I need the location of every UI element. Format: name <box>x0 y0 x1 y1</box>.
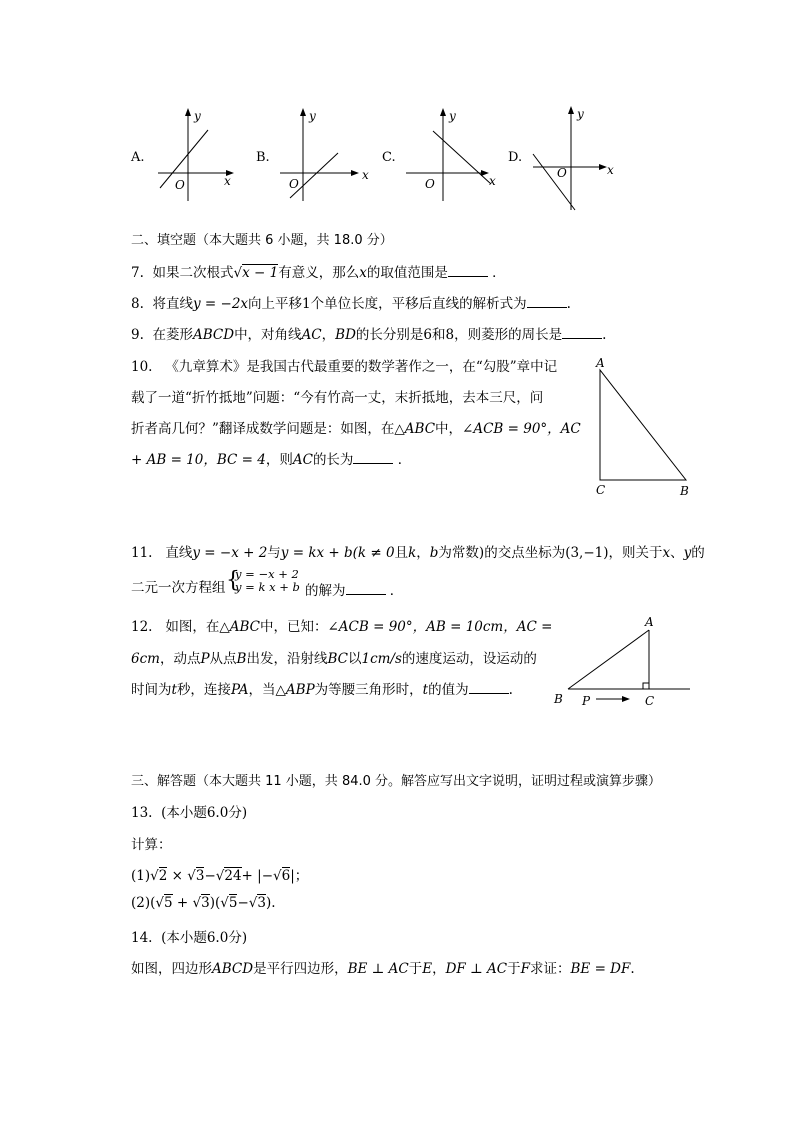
q13-p2-minus: − <box>237 895 249 911</box>
q12-text-2c: 出发，沿射线 <box>246 651 328 667</box>
q13-p1-end: |； <box>290 868 309 884</box>
q10-ac: AC <box>292 452 313 468</box>
q10-angle: ∠ACB = 90°，AC <box>462 421 581 437</box>
q11-text-2: 二元一次方程组 <box>131 580 226 596</box>
q7-post: 的取值范围是 <box>366 265 448 281</box>
q12-pa: PA <box>230 682 249 698</box>
q11-qie: 且 <box>394 545 409 561</box>
option-c-x: x <box>489 174 496 188</box>
q11-post2: ，则关于 <box>608 545 663 561</box>
q12-text-3c: ，当 <box>248 682 276 698</box>
q12-triangle-figure <box>548 612 698 712</box>
option-b-graph <box>275 106 370 206</box>
q12-abp: △ABP <box>275 682 315 698</box>
q11-b: b <box>429 545 439 561</box>
q12-line-2 <box>131 647 537 667</box>
q11-k: k <box>408 545 417 561</box>
q12-end: . <box>508 682 513 698</box>
q8-formula: y = −2x <box>192 296 249 312</box>
q13-p2-mid: )( <box>209 895 221 911</box>
q10-answer-blank[interactable] <box>353 451 393 464</box>
q11-system-eq2: y = k x + b <box>235 580 300 594</box>
q7-number: 7. <box>131 265 144 281</box>
q14-score: (本小题6.0分) <box>161 930 248 946</box>
section-2-heading: 二、填空题（本大题共 6 小题，共 18.0 分） <box>131 233 393 248</box>
q10-line-1 <box>131 355 557 375</box>
q11-eq2: y = kx + b(k ≠ 0 <box>280 545 395 561</box>
q12-fig-label-c: C <box>645 694 655 708</box>
q14-text-b: 于 <box>408 961 423 977</box>
q14-text-c: ， <box>432 961 446 977</box>
q9-d1: AC <box>301 327 322 343</box>
q12-t2: t <box>422 682 429 698</box>
q8-end: . <box>566 296 571 312</box>
q11-system-eq1: y = −x + 2 <box>235 567 299 581</box>
q10-text-3b: 中， <box>435 421 463 437</box>
option-d-x: x <box>607 163 614 177</box>
option-d-origin: O <box>557 166 567 180</box>
q13-p1-r3: 24 <box>224 868 242 884</box>
q7-var: x <box>359 265 367 281</box>
q12-line-3 <box>131 678 513 698</box>
q12-text-2a: ，动点 <box>159 651 201 667</box>
q12-text-3b: 秒，连接 <box>176 682 231 698</box>
q12-text-3e: 的值为 <box>428 682 469 698</box>
option-b-y: y <box>309 109 316 123</box>
q13-p2-end: ). <box>265 895 276 911</box>
option-a-graph <box>150 106 240 206</box>
q11-dun: 、 <box>670 545 684 561</box>
q13-score: (本小题6.0分) <box>161 805 248 821</box>
q14-conclusion: BE = DF <box>570 961 631 977</box>
q11-y: y <box>683 545 692 561</box>
q14-text-pre: 如图，四边形 <box>131 961 212 977</box>
q14-text <box>131 957 635 977</box>
q12-ac-value: 6cm <box>131 651 160 667</box>
q14-shape: ABCD <box>212 961 254 977</box>
q13-header <box>131 801 247 821</box>
q8-post: 向上平移1个单位长度，平移后直线的解析式为 <box>248 296 527 312</box>
q13-p1-r2: 3 <box>195 868 205 884</box>
q10-number: 10. <box>131 359 153 375</box>
q12-answer-blank[interactable] <box>469 681 509 694</box>
option-d-y: y <box>577 107 584 121</box>
q8-answer-blank[interactable] <box>527 295 567 308</box>
q12-triangle: △ABC <box>219 619 260 635</box>
q11-post1: 为常数)的交点坐标为 <box>438 545 566 561</box>
q12-text-1: 如图，在 <box>165 619 220 635</box>
q10-fig-label-c: C <box>596 483 606 497</box>
q11-system <box>235 568 300 594</box>
q11-comma: ， <box>416 545 430 561</box>
q12-fig-label-p: P <box>582 694 591 708</box>
option-d-label[interactable]: D. <box>508 150 523 165</box>
q7-pre: 如果二次根式 <box>152 265 234 281</box>
q12-text-3a: 时间为 <box>131 682 172 698</box>
q10-line-3 <box>131 417 581 437</box>
q10-text-3: 折者高几何？”翻译成数学问题是：如图，在 <box>131 421 395 437</box>
q11-with: 与 <box>267 545 281 561</box>
q12-p: P <box>200 651 210 667</box>
q10-triangle-figure <box>588 352 698 502</box>
q11-line-2-end <box>305 579 403 599</box>
q11-line-2 <box>131 576 226 596</box>
q14-df: DF ⊥ AC <box>445 961 508 977</box>
option-a-label[interactable]: A. <box>131 150 145 165</box>
option-c-label[interactable]: C. <box>382 150 396 165</box>
q10-text-4b: 的长为 <box>312 452 354 468</box>
q12-condition: ∠ACB = 90°，AB = 10cm，AC = <box>327 619 553 635</box>
q9-sep: ， <box>321 327 336 343</box>
option-d-graph <box>528 104 623 212</box>
q14-text-e: 求证： <box>530 961 571 977</box>
q11-x: x <box>662 545 671 561</box>
q13-p1-times: × <box>167 868 188 884</box>
q10-text-1: 《九章算术》是我国古代最重要的数学著作之一，在“勾股”章中记 <box>165 359 558 375</box>
q13-p2-r4: 3 <box>257 895 266 911</box>
q10-line-2: 载了一道“折竹抵地”问题：“今有竹高一丈，末折抵地，去本三尺，问 <box>131 390 544 406</box>
question-8 <box>131 292 571 312</box>
q14-f: F <box>520 961 531 977</box>
q13-p1-r4: 6 <box>281 868 291 884</box>
q11-line-1 <box>131 541 705 561</box>
q13-number: 13. <box>131 805 153 821</box>
option-b-label[interactable]: B. <box>256 150 270 165</box>
option-a-x: x <box>224 174 231 188</box>
q12-text-3d: 为等腰三角形时， <box>314 682 423 698</box>
q13-p1-plus: + |− <box>241 868 274 884</box>
q12-number: 12. <box>131 619 153 635</box>
q9-d2: BD <box>335 327 356 343</box>
q14-e: E <box>422 961 433 977</box>
q13-part-2: (2)(√5 + √3)(√5−√3). <box>131 895 276 911</box>
q10-fig-label-a: A <box>596 356 605 370</box>
q9-mid: 中，对角线 <box>234 327 302 343</box>
q7-mid: 有意义，那么 <box>278 265 360 281</box>
q10-text-4: ，则 <box>265 452 293 468</box>
q14-text-d: 于 <box>507 961 521 977</box>
q11-number: 11. <box>131 545 153 561</box>
q13-p1-label: (1) <box>131 868 151 884</box>
option-a-y: y <box>194 109 201 123</box>
option-c-graph <box>403 106 503 206</box>
q9-end: . <box>602 327 607 343</box>
q13-p2-plus: + <box>172 895 193 911</box>
q10-fig-label-b: B <box>680 484 689 498</box>
q12-b: B <box>236 651 247 667</box>
q9-answer-blank[interactable] <box>562 326 602 339</box>
q14-end: . <box>630 961 635 977</box>
q11-point: (3,−1) <box>565 545 609 561</box>
q12-text-1b: 中，已知： <box>260 619 328 635</box>
q14-text-a: 是平行四边形， <box>253 961 348 977</box>
q10-end: ． <box>397 452 412 468</box>
q9-post: 的长分别是6和8，则菱形的周长是 <box>355 327 563 343</box>
q13-p1-minus: − <box>204 868 216 884</box>
question-7 <box>131 261 506 281</box>
q12-bc: BC <box>327 651 348 667</box>
q12-line-1 <box>131 615 552 635</box>
q10-condition: + AB = 10，BC = 4 <box>131 452 266 468</box>
q13-p1-r1: 2 <box>158 868 168 884</box>
q8-number: 8. <box>131 296 144 312</box>
q10-triangle: △ABC <box>394 421 436 437</box>
q9-number: 9. <box>131 327 144 343</box>
q12-text-2e: 的速度运动，设运动的 <box>401 651 537 667</box>
question-9 <box>131 323 606 343</box>
q14-number: 14. <box>131 930 153 946</box>
q12-fig-label-a: A <box>645 615 654 629</box>
q13-p2-r2: 3 <box>201 895 210 911</box>
q11-end: ． <box>389 583 404 599</box>
q10-line-4 <box>131 448 411 468</box>
section-3-heading: 三、解答题（本大题共 11 小题，共 84.0 分。解答应写出文字说明，证明过程或演算步骤） <box>131 774 662 789</box>
q11-brace: { <box>226 568 240 593</box>
q13-p2-r1: 5 <box>164 895 173 911</box>
q13-p2-r3: 5 <box>228 895 238 911</box>
q7-answer-blank[interactable] <box>448 264 488 277</box>
q7-end: ． <box>492 265 506 281</box>
q12-t: t <box>171 682 177 698</box>
q14-be: BE ⊥ AC <box>347 961 409 977</box>
option-b-origin: O <box>289 177 299 191</box>
q12-fig-label-b: B <box>554 692 563 706</box>
option-a-origin: O <box>175 178 185 192</box>
q11-answer-blank[interactable] <box>346 582 386 595</box>
q13-p2-label: (2)( <box>131 895 156 911</box>
q13-part-1: (1)√2 × √3−√24+ |−√6|； <box>131 868 309 884</box>
option-c-y: y <box>449 109 456 123</box>
q9-shape: ABCD <box>192 327 235 343</box>
q7-sqrt: √x − 1 <box>233 265 279 281</box>
q13-calc-label: 计算： <box>131 837 172 853</box>
option-b-x: x <box>362 168 369 182</box>
q12-text-2b: 从点 <box>209 651 237 667</box>
q11-text-2b: 的解为 <box>305 583 346 599</box>
q11-pre: 直线 <box>165 545 193 561</box>
q11-eq1: y = −x + 2 <box>192 545 268 561</box>
q8-pre: 将直线 <box>152 296 193 312</box>
q12-speed: 1cm/s <box>361 651 402 667</box>
q14-header <box>131 926 247 946</box>
option-c-origin: O <box>425 177 435 191</box>
q11-post3: 的 <box>691 545 705 561</box>
q9-pre: 在菱形 <box>152 327 193 343</box>
q12-text-2d: 以 <box>347 651 362 667</box>
